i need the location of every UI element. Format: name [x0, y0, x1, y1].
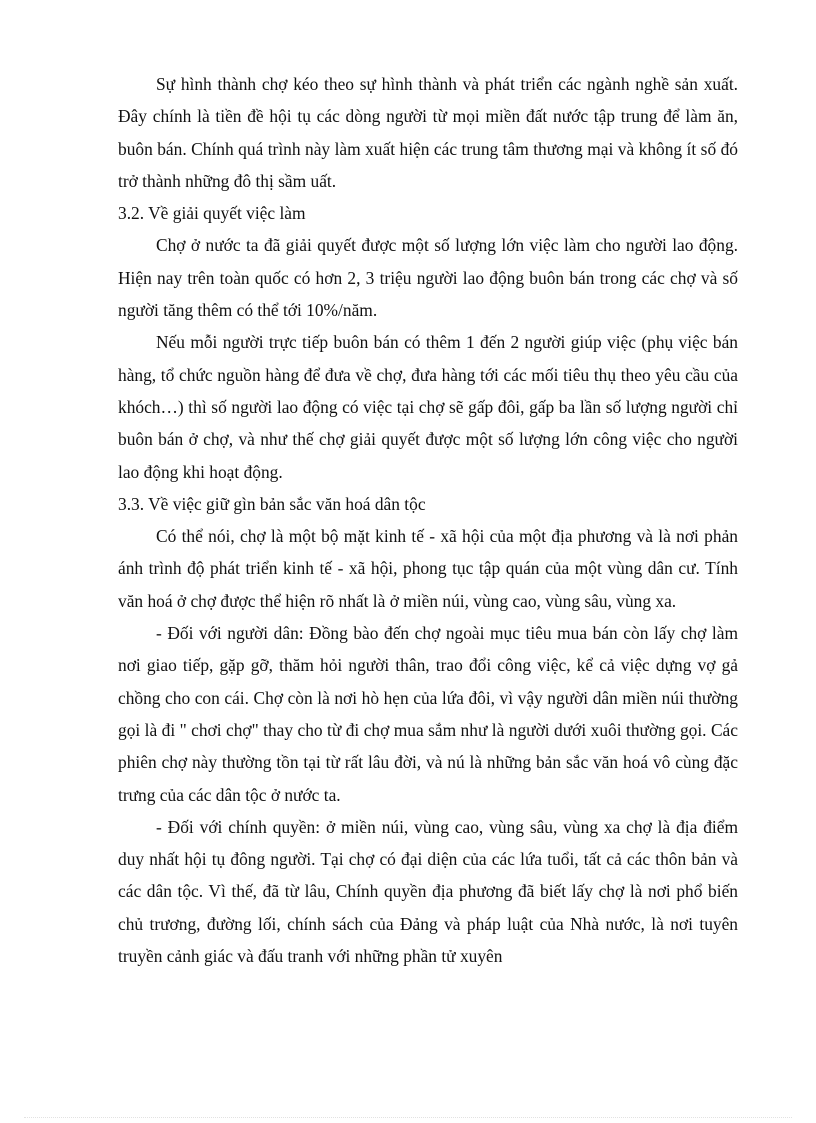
- bullet-government: - Đối với chính quyền: ở miền núi, vùng cao, vùng sâu, vùng xa chợ là địa điểm duy nhất hội tụ đông người. Tại chợ có đại diện của các lứa tuổi, tất cả các thôn bản và các dân tộc. Vì thế, đã từ lâu, Chính quyền địa phương đã biết lấy chợ là nơi phổ biến chủ trương, đường lối, chính sách của Đảng và pháp luật của Nhà nước, là nơi tuyên truyền cảnh giác và đấu tranh với những phần tử xuyên: [118, 816, 738, 967]
- section-heading-3-3: 3.3. Về việc giữ gìn bản sắc văn hoá dân tộc: [118, 493, 426, 514]
- bullet-people: - Đối với người dân: Đồng bào đến chợ ngoài mục tiêu mua bán còn lấy chợ làm nơi giao tiếp, gặp gỡ, thăm hỏi người thân, trao đổi công việc, kể cả việc dựng vợ gả chồng cho con cái. Chợ còn là nơi hò hẹn của lứa đôi, vì vậy người dân miền núi thường gọi là đi " chơi chợ" thay cho từ đi chợ mua sắm như là người dưới xuôi thường gọi. Các phiên chợ này thường tồn tại từ rất lâu đời, và nú là những bản sắc văn hoá vô cùng đặc trưng của các dân tộc ở nước ta.: [118, 623, 738, 805]
- paragraph-employment: Chợ ở nước ta đã giải quyết được một số lượng lớn việc làm cho người lao động. Hiện nay trên toàn quốc có hơn 2, 3 triệu người lao động buôn bán trong các chợ và số người tăng thêm có thể tới 10%/năm.: [118, 235, 738, 321]
- paragraph-culture: Có thể nói, chợ là một bộ mặt kinh tế - xã hội của một địa phương và là nơi phản ánh trình độ phát triển kinh tế - xã hội, phong tục tập quán của một vùng dân cư. Tính văn hoá ở chợ được thể hiện rõ nhất là ở miền núi, vùng cao, vùng sâu, vùng xa.: [118, 526, 738, 611]
- section-heading-3-2: 3.2. Về giải quyết việc làm: [118, 203, 306, 224]
- page-bottom-border: [24, 1117, 792, 1118]
- paragraph-helpers: Nếu mỗi người trực tiếp buôn bán có thêm 1 đến 2 người giúp việc (phụ việc bán hàng, tổ chức nguồn hàng để đưa về chợ, đưa hàng tới các mối tiêu thụ theo yêu cầu của khóch…) thì số người lao động có việc tại chợ sẽ gấp đôi, gấp ba lần số lượng người chỉ buôn bán ở chợ, và như thế chợ giải quyết được một số lượng lớn công việc cho người lao động khi hoạt động.: [118, 332, 738, 482]
- paragraph-market-formation: Sự hình thành chợ kéo theo sự hình thành và phát triển các ngành nghề sản xuất. Đây chính là tiền đề hội tụ các dòng người từ mọi miền đất nước tập trung để làm ăn, buôn bán. Chính quá trình này làm xuất hiện các trung tâm thương mại và không ít số đó trở thành những đô thị sầm uất.: [118, 74, 738, 191]
- document-body: [118, 68, 738, 972]
